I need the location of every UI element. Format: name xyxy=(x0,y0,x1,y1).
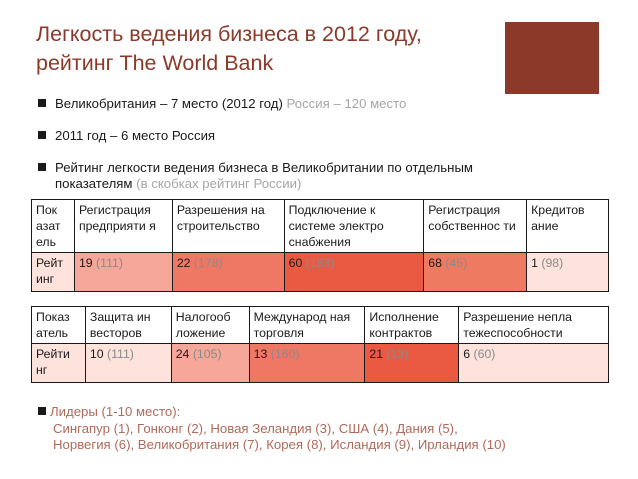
slide-title xyxy=(36,20,476,78)
uk-rank: 13 xyxy=(253,347,268,361)
slide-title-line1: Легкость ведения бизнеса в 2012 году, xyxy=(36,22,422,46)
bullet-square-icon xyxy=(38,163,46,171)
table-row xyxy=(32,344,609,383)
rating-cell xyxy=(85,344,171,383)
bullet-square-icon xyxy=(38,407,46,415)
uk-rank: 1 xyxy=(531,256,538,270)
rating-cell xyxy=(424,253,527,292)
table-header: Исполнение контрактов xyxy=(365,307,459,344)
indicators-table-1 xyxy=(31,199,609,292)
rating-cell xyxy=(284,253,424,292)
bullet-gray-text: (в скобках рейтинг России) xyxy=(132,176,302,191)
leaders-title: Лидеры (1-10 место): xyxy=(50,404,181,419)
table-header: Кредитов ание xyxy=(527,200,609,253)
russia-rank: (13) xyxy=(386,347,409,361)
leaders-line2: Норвегия (6), Великобритания (7), Корея (8), Исландия (9), Ирландия (10) xyxy=(53,437,506,452)
leaders-line1: Сингапур (1), Гонконг (2), Новая Зеландия (3), США (4), Дания (5), xyxy=(53,421,458,436)
bullet-text: Рейтинг легкости ведения бизнеса в Великобритании по отдельным xyxy=(55,160,473,175)
indicators-table-2 xyxy=(31,306,609,383)
uk-rank: 68 xyxy=(428,256,442,270)
rating-cell xyxy=(171,344,249,383)
russia-rank: (45) xyxy=(445,256,468,270)
uk-rank: 21 xyxy=(369,347,384,361)
table-header: Разрешение непла тежеспособности xyxy=(459,307,609,344)
table-header: Защита ин весторов xyxy=(85,307,171,344)
leaders-list xyxy=(53,421,623,453)
row-label: Рейт инг xyxy=(32,253,75,292)
row-label: Рейти нг xyxy=(32,344,86,383)
russia-rank: (111) xyxy=(96,256,123,270)
russia-rank: (111) xyxy=(107,347,134,361)
russia-rank: (178) xyxy=(193,256,223,270)
leaders-bullet xyxy=(38,404,180,420)
rating-cell xyxy=(249,344,365,383)
bullet-text-cont: показателям xyxy=(55,176,133,191)
russia-rank: (183) xyxy=(305,256,335,270)
bullet-text: Великобритания – 7 место (2012 год) xyxy=(55,96,283,111)
rating-cell xyxy=(459,344,609,383)
uk-rank: 10 xyxy=(89,347,104,361)
table-header: Регистрация собственнос ти xyxy=(424,200,527,253)
bullet-square-icon xyxy=(38,99,46,107)
uk-rank: 6 xyxy=(463,347,471,361)
table-header: Регистрация предприяти я xyxy=(74,200,172,253)
rating-cell xyxy=(172,253,284,292)
bullet-text: 2011 год – 6 место Россия xyxy=(55,128,216,143)
table-header: Международ ная торговля xyxy=(249,307,365,344)
russia-rank: (60) xyxy=(473,347,496,361)
uk-rank: 22 xyxy=(176,256,191,270)
russia-rank: (105) xyxy=(192,347,222,361)
table-header: Пок азат ель xyxy=(32,200,75,253)
rating-cell xyxy=(74,253,172,292)
russia-rank: (98) xyxy=(541,256,564,270)
bullet-square-icon xyxy=(38,131,46,139)
bullet-russia-2011 xyxy=(38,128,215,144)
bullet-rating-indicators xyxy=(38,160,598,192)
uk-rank: 60 xyxy=(288,256,303,270)
table-header: Налогооб ложение xyxy=(171,307,249,344)
russia-rank: (160) xyxy=(270,347,300,361)
uk-rank: 24 xyxy=(175,347,190,361)
slide-title-line2: рейтинг The World Bank xyxy=(36,51,274,75)
accent-block xyxy=(505,22,599,94)
bullet-uk-rank xyxy=(38,96,406,112)
table-header: Подключение к системе электро снабжения xyxy=(284,200,424,253)
table-header: Показ атель xyxy=(32,307,86,344)
uk-rank: 19 xyxy=(78,256,93,270)
table-row xyxy=(32,253,609,292)
bullet-gray-text: Россия – 120 место xyxy=(282,96,407,111)
table-header: Разрешения на строительство xyxy=(172,200,284,253)
rating-cell xyxy=(365,344,459,383)
rating-cell xyxy=(527,253,609,292)
